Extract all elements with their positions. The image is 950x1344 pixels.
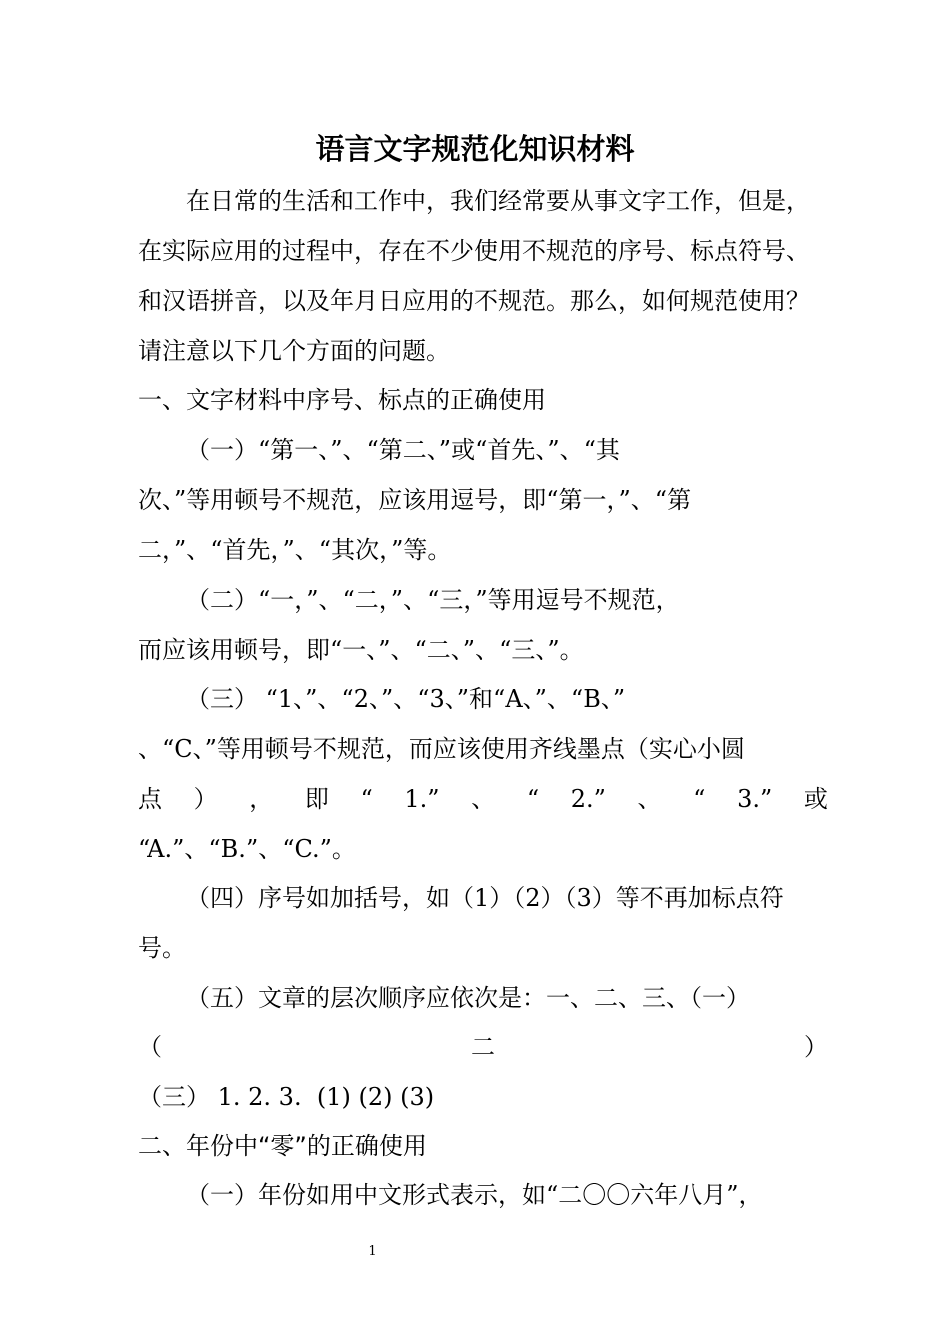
spread-token: 二	[471, 1033, 495, 1061]
spread-token: 2.”	[570, 785, 606, 813]
page-number: 1	[368, 1244, 377, 1259]
section-heading-2: 二、年份中“零”的正确使用	[138, 1132, 427, 1160]
spread-token: （	[138, 1033, 162, 1061]
s1-p5-line-3: （三） 1. 2. 3. (1) (2) (3)	[138, 1083, 435, 1111]
s1-p5-line-2	[138, 1022, 828, 1072]
s1-p3-line-2: 、“C、”等用顿号不规范，而应该使用齐线墨点（实心小圆	[138, 735, 745, 763]
s1-p1-line-2: 次、”等用顿号不规范，应该用逗号，即“第一，”、“第	[138, 486, 692, 514]
s1-p2-line-1: （二）“一，”、“二，”、“三，”等用逗号不规范，	[186, 586, 680, 614]
spread-token: “	[693, 785, 706, 813]
intro-line-1: 在日常的生活和工作中，我们经常要从事文字工作，但是，	[186, 187, 810, 215]
section-heading-1: 一、文字材料中序号、标点的正确使用	[138, 386, 546, 414]
spread-token: 1.”	[404, 785, 440, 813]
spread-token: 3.”	[737, 785, 773, 813]
document-title: 语言文字规范化知识材料	[315, 132, 635, 166]
spread-token: 、	[471, 785, 496, 813]
spread-token: 或	[803, 785, 828, 813]
s2-p1-line-1: （一）年份如用中文形式表示，如“二〇〇六年八月”，	[186, 1181, 763, 1209]
s1-p2-line-2: 而应该用顿号，即“一、”、“二、”、“三、”。	[138, 636, 584, 664]
spread-token: ）	[804, 1033, 828, 1061]
s1-p3-line-3	[138, 774, 828, 824]
spread-token: 点	[138, 785, 162, 813]
spread-token: 即	[304, 785, 329, 813]
s1-p3-line-4: “A.”、“B.”、“C.”。	[138, 835, 356, 863]
s1-p4-line-1: （四）序号如加括号，如（1）（2）（3）等不再加标点符	[186, 884, 784, 912]
spread-token: “	[360, 785, 373, 813]
spread-token: ）	[193, 785, 218, 813]
spread-token: 、	[637, 785, 662, 813]
intro-line-4: 请注意以下几个方面的问题。	[138, 337, 450, 365]
spread-token: ，	[249, 785, 274, 813]
s1-p1-line-1: （一）“第一、”、“第二、”或“首先、”、“其	[186, 436, 620, 464]
s1-p4-line-2: 号。	[138, 934, 186, 962]
s1-p1-line-3: 二，”、“首先，”、“其次，”等。	[138, 536, 452, 564]
intro-line-3: 和汉语拼音，以及年月日应用的不规范。那么，如何规范使用？	[138, 287, 810, 315]
spread-token: “	[526, 785, 540, 813]
s1-p3-line-1: （三） “1、”、“2、”、“3、”和“A、”、“B、”	[186, 685, 626, 713]
s1-p5-line-1: （五）文章的层次顺序应依次是：一、二、三、（一）	[186, 984, 750, 1012]
intro-line-2: 在实际应用的过程中，存在不少使用不规范的序号、标点符号、	[138, 237, 810, 265]
